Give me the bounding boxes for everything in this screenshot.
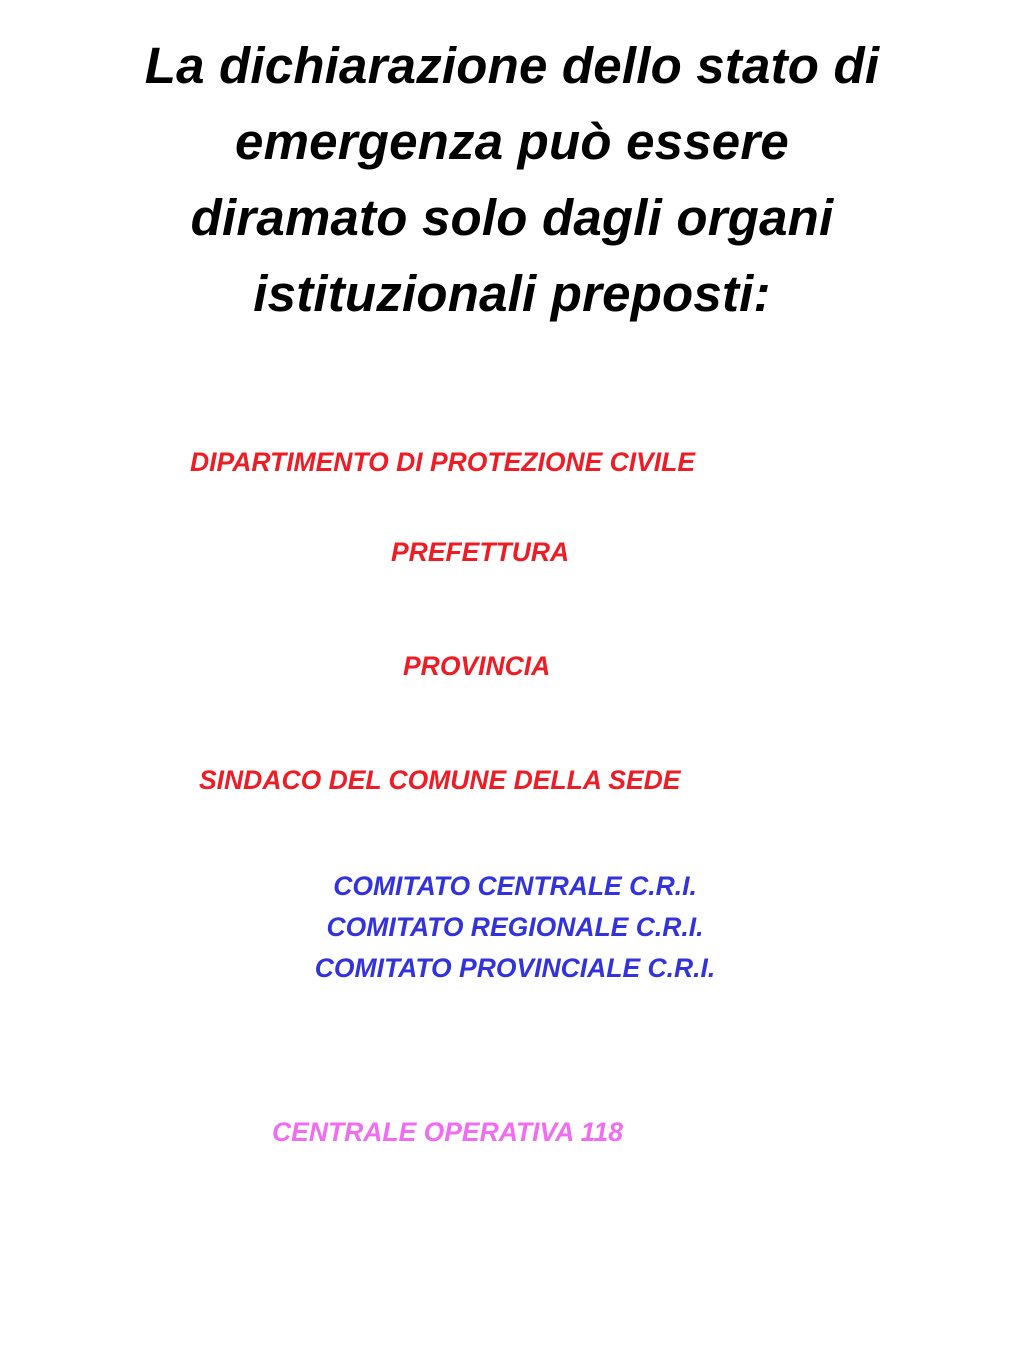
comitato-regionale-cri: COMITATO REGIONALE C.R.I. (326, 912, 704, 942)
prefettura: PREFETTURA (391, 537, 570, 567)
title-line: istituzionali preposti: (253, 265, 771, 322)
title-line: La dichiarazione dello stato di (144, 37, 880, 94)
provincia: PROVINCIA (403, 651, 551, 681)
page-title (40, 28, 984, 332)
comitato-centrale-cri: COMITATO CENTRALE C.R.I. (333, 871, 697, 901)
title-line: emergenza può essere (235, 113, 789, 170)
sindaco-comune-sede: SINDACO DEL COMUNE DELLA SEDE (199, 765, 681, 795)
dipartimento-protezione-civile: DIPARTIMENTO DI PROTEZIONE CIVILE (190, 447, 696, 477)
comitati-cri (200, 866, 830, 989)
comitato-provinciale-cri: COMITATO PROVINCIALE C.R.I. (314, 953, 716, 983)
title-line: diramato solo dagli organi (190, 189, 834, 246)
centrale-operativa-118: CENTRALE OPERATIVA 118 (272, 1117, 623, 1147)
